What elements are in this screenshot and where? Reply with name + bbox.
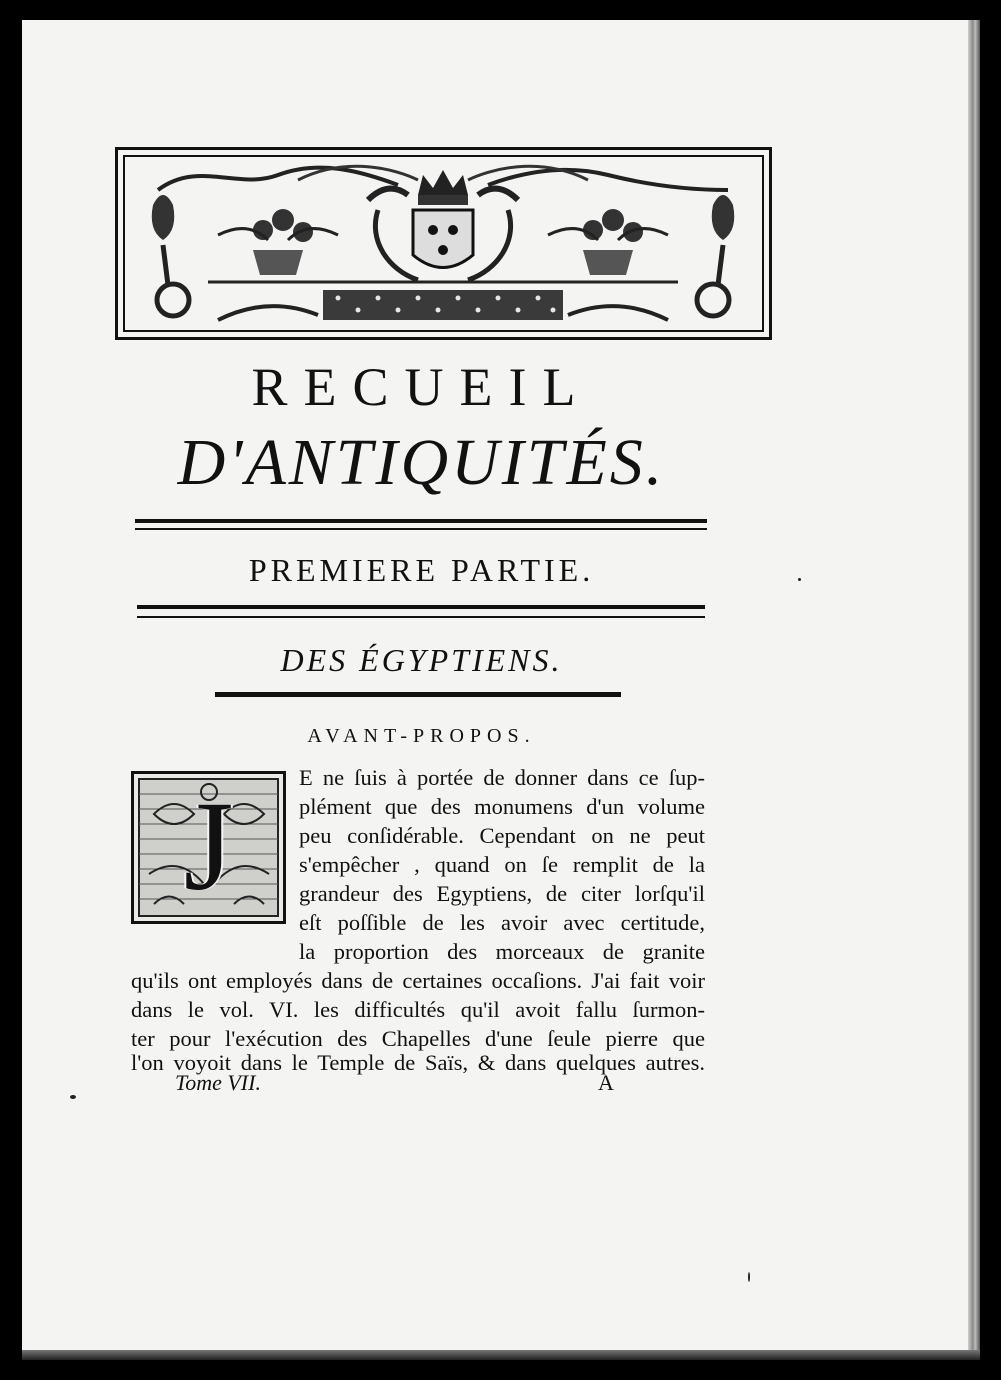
body-line: dans le vol. VI. les difficultés qu'il avoit fallu ſurmon-: [131, 997, 705, 1022]
rule-thin: [135, 528, 707, 530]
body-line: grandeur des Egyptiens, de citer lorſqu'il: [299, 881, 705, 906]
rule-thin: [137, 616, 705, 618]
page-edge: [968, 20, 980, 1350]
body-line: eſt poſſible de les avoir avec certitude,: [299, 910, 705, 935]
ornamental-headpiece: [115, 147, 772, 340]
body-line: ter pour l'exécution des Chapelles d'une ſeule pierre que: [131, 1026, 705, 1051]
decorative-drop-cap: [131, 771, 286, 924]
body-line: E ne ſuis à portée de donner dans ce ſup-: [299, 765, 705, 790]
rule-thick: [135, 519, 707, 523]
body-line: l'on voyoit dans le Temple de Saïs, & dans quelques autres.: [131, 1050, 705, 1075]
section-title: DES ÉGYPTIENS.: [280, 642, 563, 678]
body-line: peu conſidérable. Cependant on ne peut: [299, 823, 705, 848]
body-line: qu'ils ont employés dans de certaines occaſions. J'ai fait voir: [131, 968, 705, 993]
headpiece-ornament-graphic: [118, 150, 769, 337]
ink-speck: [70, 1095, 76, 1099]
drop-cap-letter: J: [183, 775, 234, 917]
title-recueil: RECUEIL: [251, 357, 592, 417]
part-title: PREMIERE PARTIE.: [248, 552, 595, 588]
body-line: plément que des monumens d'un volume: [299, 794, 705, 819]
volume-footer: Tome VII.: [175, 1070, 261, 1095]
book-page: [22, 20, 973, 1350]
body-line: la proportion des morceaux de granite: [299, 939, 705, 964]
rule-thick: [137, 605, 705, 609]
ink-speck: [748, 1272, 750, 1282]
title-antiquites: D'ANTIQUITÉS.: [177, 426, 666, 499]
subheading-avant-propos: AVANT-PROPOS.: [307, 725, 536, 747]
body-line: s'empêcher , quand on ſe remplit de la: [299, 852, 705, 877]
signature-mark: A: [598, 1070, 614, 1095]
page-bottom-edge: [22, 1350, 980, 1360]
section-underline: [215, 692, 621, 697]
ink-speck: [798, 578, 801, 581]
